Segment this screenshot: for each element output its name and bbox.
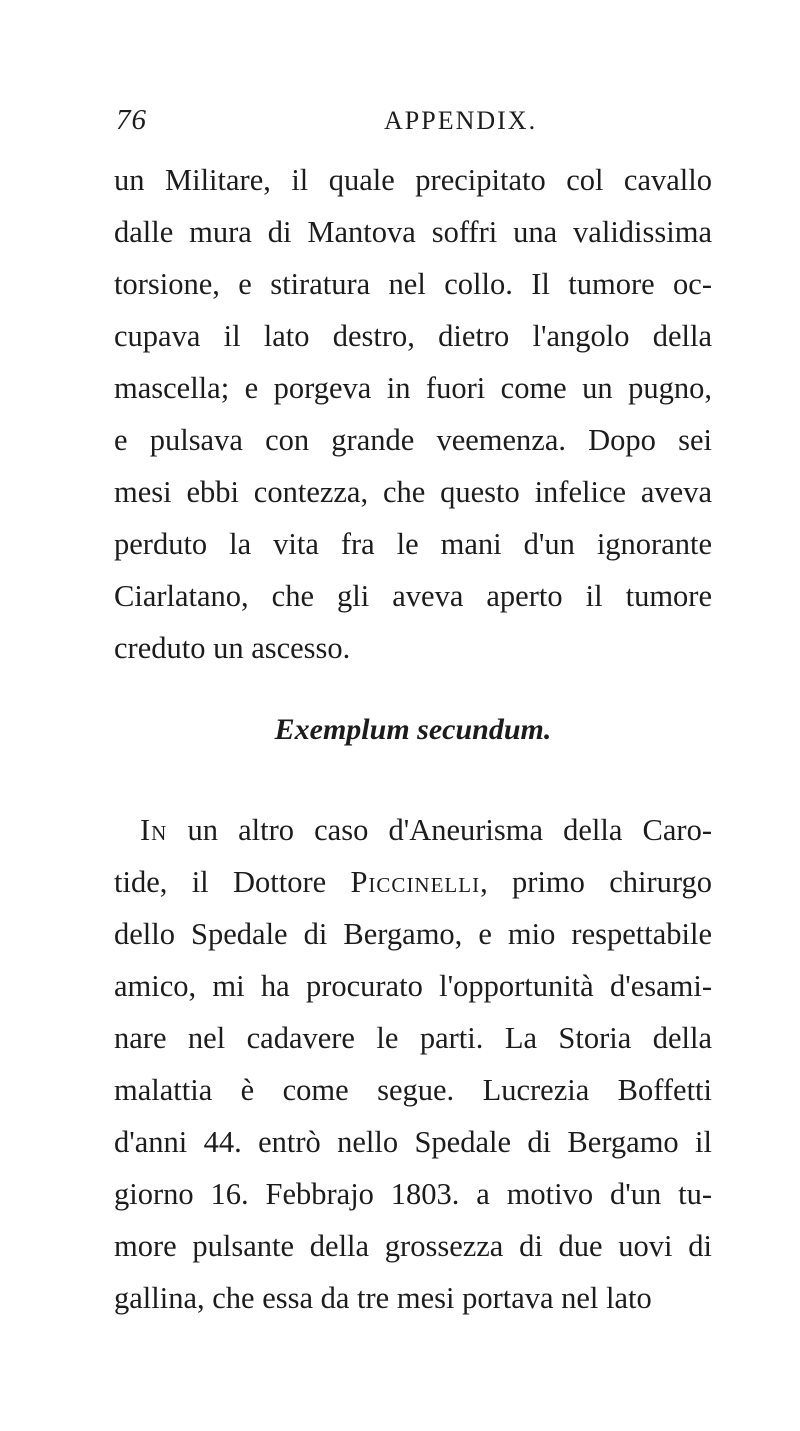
text-line: more pulsante della grossezza di due uovi di [114, 1229, 712, 1263]
text-line-rest: un altro caso d'Aneurisma della Caro- [167, 813, 712, 847]
dropword: In [140, 813, 168, 847]
text-line: dello Spedale di Bergamo, e mio respettabile [114, 917, 712, 951]
text-line-first [114, 804, 712, 856]
text-line: cupava il lato destro, dietro l'angolo della [114, 319, 712, 353]
text-line: mascella; e porgeva in fuori come un pugno, [114, 371, 712, 405]
text-line: Ciarlatano, che gli aveva aperto il tumore [114, 579, 712, 613]
text-line: amico, mi ha procurato l'opportunità d'esami- [114, 969, 712, 1003]
page-number: 76 [116, 104, 147, 136]
text-line: malattia è come segue. Lucrezia Boffetti [114, 1073, 712, 1107]
text-line: d'anni 44. entrò nello Spedale di Bergamo il [114, 1125, 712, 1159]
text-line: giorno 16. Febbrajo 1803. a motivo d'un tu- [114, 1177, 712, 1211]
text-line: gallina, che essa da tre mesi portava nel lato [114, 1281, 652, 1315]
paragraph-2 [114, 804, 712, 1324]
person-name: Piccinelli [350, 865, 481, 899]
text-line: e pulsava con grande veemenza. Dopo sei [114, 423, 712, 457]
text-line: un Militare, il quale precipitato col cavallo [114, 163, 712, 197]
text-line: mesi ebbi contezza, che questo infelice aveva [114, 475, 712, 509]
paragraph-1 [114, 154, 712, 674]
running-head: APPENDIX. [384, 106, 538, 135]
text-line: nare nel cadavere le parti. La Storia della [114, 1021, 712, 1055]
text-segment: , primo chirurgo [480, 865, 712, 899]
text-line: torsione, e stiratura nel collo. Il tumore oc- [114, 267, 712, 301]
text-line: perduto la vita fra le mani d'un ignorante [114, 527, 712, 561]
text-line: creduto un ascesso. [114, 631, 351, 665]
text-line: dalle mura di Mantova soffri una validissima [114, 215, 712, 249]
text-line-with-name [114, 856, 712, 908]
section-title: Exemplum secundum. [274, 713, 552, 746]
page-header [116, 104, 716, 144]
text-segment: tide, il Dottore [114, 865, 351, 899]
